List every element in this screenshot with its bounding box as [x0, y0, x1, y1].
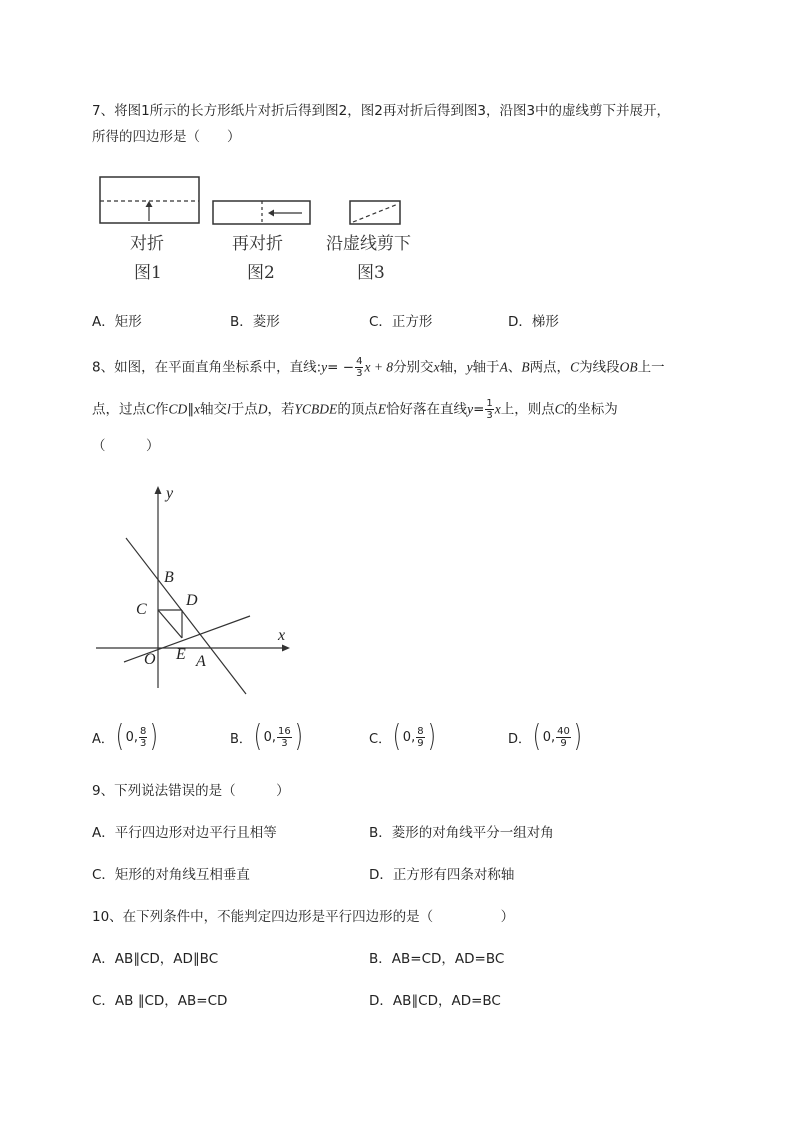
fig3-label: 图3	[357, 263, 385, 283]
q8-option-b[interactable]: B． ( 0, $\frac{16}{3}$ )	[230, 719, 303, 754]
q10-stem: 10、在下列条件中，不能判定四边形是平行四边形的是（ ）	[92, 909, 515, 925]
q8-stem-line3: （ ）	[92, 438, 160, 454]
x-axis-arrow	[282, 645, 290, 652]
q9-option-d[interactable]: D．正方形有四条对称轴	[369, 867, 515, 883]
fig2-caption: 再对折	[232, 234, 283, 254]
fraction-1-3: $\frac{1}{3}$	[486, 398, 493, 421]
label-E: E	[176, 646, 186, 663]
q7-option-c[interactable]: C．正方形	[369, 314, 433, 330]
q10-option-a[interactable]: A．AB∥CD，AD∥BC	[92, 951, 219, 967]
fig1-label: 图1	[134, 263, 162, 283]
label-D: D	[186, 592, 198, 609]
label-y: y	[166, 485, 174, 502]
q7-stem-line2: 所得的四边形是（ ）	[92, 129, 241, 145]
fig2-arrow-head	[268, 210, 274, 217]
q7-option-d[interactable]: D．梯形	[508, 314, 559, 330]
q7-option-b[interactable]: B．菱形	[230, 314, 280, 330]
fig2-label: 图2	[247, 263, 275, 283]
fig3-cut-line	[353, 204, 398, 222]
label-x: x	[278, 627, 286, 644]
q9-option-a[interactable]: A．平行四边形对边平行且相等	[92, 825, 277, 841]
q7-option-a[interactable]: A．矩形	[92, 314, 142, 330]
y-axis-arrow	[155, 486, 162, 494]
label-C: C	[136, 601, 147, 618]
q10-option-b[interactable]: B．AB=CD，AD=BC	[369, 951, 505, 967]
fig1-caption: 对折	[130, 234, 164, 254]
label-O: O	[144, 651, 156, 668]
q8-coordinate-graph	[90, 478, 300, 696]
q9-option-b[interactable]: B．菱形的对角线平分一组对角	[369, 825, 554, 841]
line-y-third-x	[124, 616, 250, 662]
fraction-4-3: $\frac{4}{3}$	[356, 356, 363, 379]
q10-option-d[interactable]: D．AB∥CD，AD=BC	[369, 993, 501, 1009]
q9-stem: 9、下列说法错误的是（ ）	[92, 783, 290, 799]
label-A: A	[196, 653, 206, 670]
q8-option-a[interactable]: A． ( 0, $\frac{8}{3}$ )	[92, 719, 159, 754]
segment-CE	[158, 610, 182, 638]
label-B: B	[164, 569, 174, 586]
q8-stem-line1: 8、如图，在平面直角坐标系中，直线:y= − $\frac{4}{3}$ x + 8分别交x轴，y轴于A、B两点，C为线段OB上一	[92, 356, 665, 379]
q8-option-c[interactable]: C． ( 0, $\frac{8}{9}$ )	[369, 719, 436, 754]
q7-stem-line1: 7、将图1所示的长方形纸片对折后得到图2，图2再对折后得到图3，沿图3中的虚线剪下并展开，	[92, 103, 671, 119]
q8-stem-line2: 点，过点C作CD∥x轴交l于点D，若YCBDE的顶点E恰好落在直线y= $\frac{1}{3}$ x上，则点C的坐标为	[92, 398, 618, 421]
q7-figures	[96, 173, 436, 233]
q10-option-c[interactable]: C．AB ∥CD，AB=CD	[92, 993, 228, 1009]
q9-option-c[interactable]: C．矩形的对角线互相垂直	[92, 867, 250, 883]
fig3-rectangle	[350, 201, 400, 224]
fig1-arrow-head	[146, 201, 153, 207]
q8-option-d[interactable]: D． ( 0, $\frac{40}{9}$ )	[508, 719, 582, 754]
fig3-caption: 沿虚线剪下	[326, 234, 411, 254]
